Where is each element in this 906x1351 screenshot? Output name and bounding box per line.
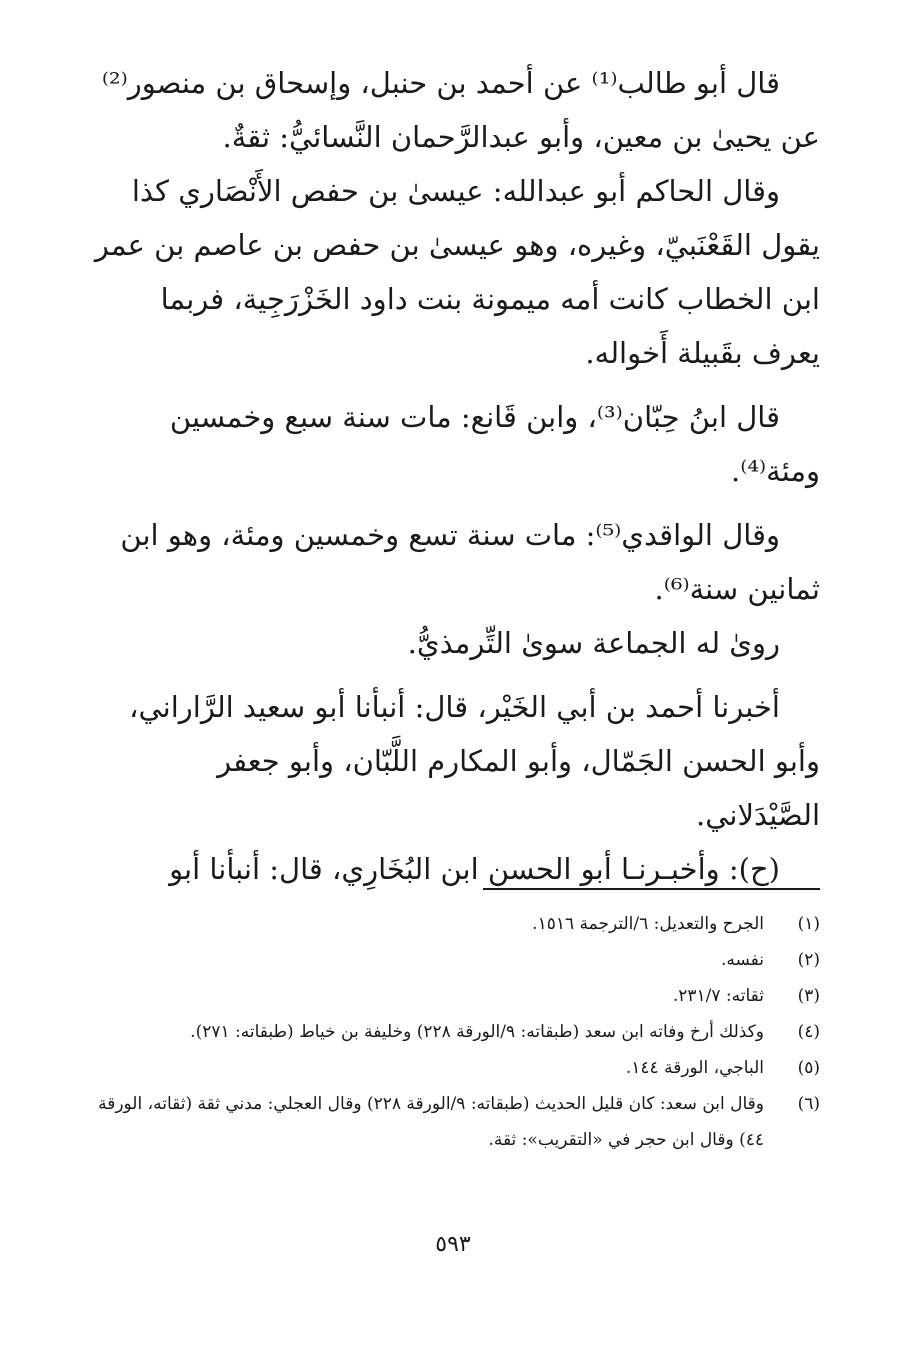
- footnote-item: [86, 1014, 820, 1050]
- footnote-text: نفسه.: [720, 950, 764, 970]
- paragraph-1: قال أبو طالب⁽¹⁾ عن أحمد بن حنبل، وإسحاق بن منصور⁽²⁾ عن يحيىٰ بن معين، وأبو عبدالرَّحمان النَّسائيُّ: ثقةٌ.: [101, 66, 820, 154]
- footnote-text: الجرح والتعديل: ٦/الترجمة ١٥١٦.: [532, 914, 764, 934]
- paragraph-7: (ح): وأخبـرنـا أبو الحسن ابن البُخَارِي، قال: أنبأنا أبو: [169, 852, 780, 886]
- paragraph-5: روىٰ له الجماعة سوىٰ التِّرمذيُّ.: [407, 626, 780, 660]
- footnote-item: [86, 1086, 820, 1158]
- footnote-item: [86, 978, 820, 1014]
- footnote-item: [86, 906, 820, 942]
- footnote-item: [86, 1050, 820, 1086]
- footnote-text: وكذلك أرخ وفاته ابن سعد (طبقاته: ٩/الورقة ٢٢٨) وخليفة بن خياط (طبقاته: ٢٧١).: [190, 1022, 764, 1042]
- footnote-divider: [483, 888, 820, 890]
- page-number: ٥٩٣: [435, 1232, 471, 1257]
- footnote-number: (٣): [797, 986, 820, 1006]
- footnote-item: [86, 942, 820, 978]
- footnote-number: (٢): [797, 950, 820, 970]
- footnote-text: وقال ابن سعد: كان قليل الحديث (طبقاته: ٩/الورقة ٢٢٨) وقال العجلي: مدني ثقة (ثقاته، الورقة ٤٤) وقال ابن حجر في «التقريب»: ثقة.: [98, 1094, 764, 1150]
- paragraph-2: وقال الحاكم أبو عبدالله: عيسىٰ بن حفص الأَنْصَاري كذا يقول القَعْنَبيّ، وغيره، وهو عيسىٰ بن حفص بن عاصم بن عمر ابن الخطاب كانت أمه ميمونة بنت داود الخَزْرَجِية، فربما يعرف بقَبيلة أَخواله.: [94, 174, 820, 370]
- footnote-text: ثقاته: ٢٣١/٧.: [672, 986, 764, 1006]
- footnote-number: (١): [797, 914, 820, 934]
- footnote-number: (٦): [797, 1094, 820, 1114]
- paragraph-3: قال ابنُ حِبّان⁽³⁾، وابن قَانع: مات سنة سبع وخمسين ومئة⁽⁴⁾.: [169, 400, 820, 488]
- main-text: [86, 56, 820, 896]
- footnotes: [86, 906, 820, 1158]
- paragraph-6: أخبرنا أحمد بن أبي الخَيْر، قال: أنبأنا أبو سعيد الرَّاراني، وأبو الحسن الجَمّال، وأبو المكارم اللَّبّان، وأبو جعفر الصَّيْدَلاني.: [129, 690, 820, 832]
- footnote-number: (٥): [797, 1058, 820, 1078]
- footnote-number: (٤): [797, 1022, 820, 1042]
- paragraph-4: وقال الواقدي⁽⁵⁾: مات سنة تسع وخمسين ومئة، وهو ابن ثمانين سنة⁽⁶⁾.: [120, 518, 820, 606]
- footnote-text: الباجي، الورقة ١٤٤.: [625, 1058, 764, 1078]
